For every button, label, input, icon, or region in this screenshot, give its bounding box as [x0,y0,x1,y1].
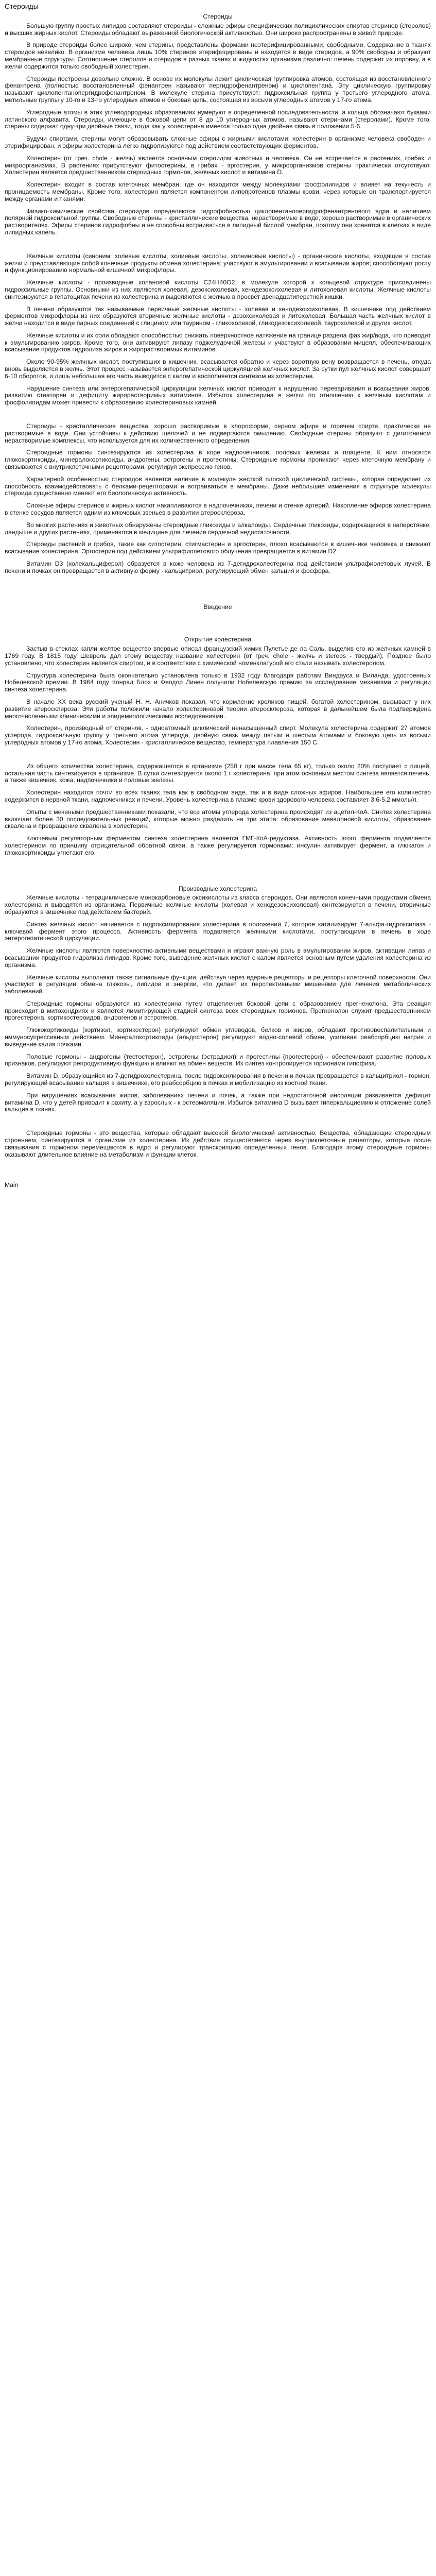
paragraph: В природе стероиды более широко, чем стерины, представлены формами неэтерифицированными, свободными. Содержание в тканях стероидов невелико. В организме человека лишь 10% стеринов этерифицированы и находятся в виде стеридов, а 90% свободны и образуют мембранные структуры. Соотношение стеролов и стеридов в разных тканях и жидкостях организма различно: печень содержит их поровну, а в желчи содержится только свободный холестерин. [5,41,431,70]
paragraph: Стероидные гормоны синтезируются из холестерина в коре надпочечников, половых железах и плаценте. К ним относятся глюкокортикоиды, минералокортикоиды, андрогены, эстрогены и прогестины. Стероидные гормоны проникают через клеточную мембрану и связываются с внутриклеточными рецепторами, регулируя экспрессию генов. [5,449,431,471]
section-heading: Стероиды [203,13,233,20]
paragraph: Холестерин входит в состав клеточных мембран, где он находится между молекулами фосфолипидов и влияет на текучесть и проницаемость мембраны. Кроме того, холестерин является компонентом липопротеинов плазмы крови, через которые он транспортируется между органами и тканями. [5,181,431,202]
paragraph: Во многих растениях и животных обнаружены стероидные гликозиды и алкалоиды. Сердечные гликозиды, содержащиеся в наперстянке, ландыше и других растениях, применяются в медицине для лечения сердечной недостаточности. [5,521,431,536]
section-bile-acids [5,242,431,406]
paragraph: Около 90-95% желчных кислот, поступивших в кишечник, всасывается обратно и через воротную вену возвращается в печень, откуда вновь выделяется в желчь. Этот процесс называется энтерогепатической циркуляцией желчных кислот. За сутки пул желчных кислот совершает 6-10 оборотов, и лишь небольшая его часть выводится с калом и восполняется синтезом из холестерина. [5,358,431,380]
paragraph: Углеродные атомы в этих углеводородных образованиях нумеруют в определенной последовательности, а кольца обозначают буквами латинского алфавита. Стероиды, имеющие в боковой цепи от 8 до 10 углеродных атомов, называют стеринами (стеролами). Кроме того, стерины содержат одну-три двойные связи, тогда как у холестерина имеется только одна двойная связь в положении 5-6. [5,108,431,130]
paragraph: Структура холестерина была окончательно установлена только в 1932 году благодаря работам Виндауса и Виланда, удостоенных Нобелевской премии. В 1964 году Конрад Блох и Феодор Линен получили Нобелевскую премию за исследование механизма и регуляции синтеза холестерина. [5,671,431,693]
paragraph: Стероиды - кристаллические вещества, хорошо растворимые в хлороформе, серном эфире и горячем спирте, практически не растворимые в воде. Они устойчивы к действию щелочей и не подвергаются омылению. Свободные стерины образуют с дигитонином нерастворимые комплексы, что используется для их количественного определения. [5,422,431,444]
paragraph: Нарушение синтеза или энтерогепатической циркуляции желчных кислот приводит к нарушению переваривания и всасывания жиров, развитию стеатореи и дефициту жирорастворимых витаминов. Избыток холестерина в желчи по отношению к желчным кислотам и фосфолипидам может привести к образованию холестериновых камней. [5,384,431,406]
section-heading: Введение [203,603,232,611]
paragraph: Витамин D, образующийся из 7-дегидрохолестерина, после гидроксилирования в печени и почках превращается в кальцитриол - гормон, регулирующий всасывание кальция в кишечнике, его реабсорбцию в почках и мобилизацию из костной ткани. [5,1072,431,1087]
paragraph: Половые гормоны - андрогены (тестостерон), эстрогены (эстрадиол) и прогестины (прогестерон) - обеспечивают развитие половых признаков, регулируют репродуктивную функцию и влияют на обмен веществ. Их синтез контролируется гормонами гипофиза. [5,1053,431,1067]
paragraph: Желчные кислоты (синоним: холевые кислоты, холиевые кислоты, холеиновые кислоты) - органические кислоты, входящие в состав желчи и представляющие собой конечные продукты обмена холестерина; участвуют в эмульгировании и всасывании жиров; способствуют росту и функционированию нормальной кишечной микрофлоры. [5,252,431,274]
paragraph: Большую группу простых липидов составляют стероиды - сложные эфиры специфических полициклических спиртов стеринов (стеролов) и высших жирных кислот. Стероиды обладают выраженной биологической активностью. Они широко распространены в живой природе. [5,22,431,37]
section-heading: Производные холестерина [178,885,257,892]
paragraph: Желчные кислоты и их соли обладают способностью снижать поверхностное натяжение на границе раздела фаз жир/вода, что приводит к эмульгированию жиров. Кроме того, они активируют липазу поджелудочной железы и участвуют в образовании мицелл, обеспечивающих всасывание продуктов гидролиза жиров и жирорастворимых витаминов. [5,331,431,353]
paragraph: Застыв в стеклах капли желтое вещество впервые описал французский химик Пулетье де ла Саль, выделив его из желчных камней в 1769 году. В 1815 году Шеврель дал этому веществу название холестерин (от греч. chole - желчь и stereos - твердый). Позднее было установлено, что холестерин является спиртом, и в соответствии с химической номенклатурой его стали называть холестеролом. [5,645,431,667]
document-title: Стероиды [5,2,39,10]
paragraph: Стероиды растений и грибов, такие как ситостерин, стигмастерин и эргостерин, плохо всасываются в кишечнике человека и снижают всасывание холестерина. Эргостерин под действием ультрафиолетового облучения превращается в витамин D2. [5,540,431,555]
paragraph: Холестерин (от греч. chole - желчь) является основным стероидом животных и человека. Он не встречается в растениях, грибах и микроорганизмах. В растениях присутствуют фитостерины, в грибах - эргостерин, у микроорганизмов стерины практически отсутствуют. Холестерин является предшественником стероидных гормонов, желчных кислот и витамина D. [5,154,431,176]
section-steroid-hormones [5,1118,431,1158]
section-discovery [5,613,431,746]
paragraph: Холестерин, производный от стеринов, - одноатомный циклический ненасыщенный спирт. Молекула холестерина содержит 27 атомов углерода, гидроксильную группу у третьего атома углерода, двойную связь между пятым и шестым атомами и боковую цепь из восьми углеродных атомов у 17-го атома. Холестерин - кристаллическое вещество, температура плавления 150 С. [5,724,431,746]
paragraph: При нарушениях всасывания жиров, заболеваниях печени и почек, а также при недостаточной инсоляции развивается дефицит витамина D, что у детей приводит к рахиту, а у взрослых - к остеомаляции. Избыток витамина D вызывает гиперкальциемию и отложение солей кальция в тканях. [5,1091,431,1113]
paragraph: Характерной особенностью стероидов является наличие в молекуле жесткой плоской циклической системы, которая определяет их способность взаимодействовать с белками-рецепторами и встраиваться в мембраны. Даже небольшие изменения в структуре молекулы стероида существенно меняют его биологическую активность. [5,475,431,497]
section-heading: Открытие холестерина [184,636,252,643]
paragraph: Витамин D3 (холекальциферол) образуется в коже человека из 7-дегидрохолестерина под действием ультрафиолетовых лучей. В печени и почках он превращается в активную форму - кальцитриол, регулирующий обмен кальция и фосфора. [5,560,431,574]
paragraph: Стероиды построены довольно сложно. В основе их молекулы лежит циклическая группировка атомов, состоящая из восстановленного фенантрена (полностью восстановленный фенантрен называют пергидрофенантреном) и циклопентана. Эту циклическую группировку называют циклопентанопергидрофенантреном. В молекуле стерина присутствуют: гидроксильная группа у третьего углеродного атома, метильные группы у 10-го и 13-го углеродных атомов и боковая цепь, состоящая из восьми углеродных атомов у 17-го атома. [5,75,431,104]
section-cholesterol-body [5,752,431,857]
paragraph: Из общего количества холестерина, содержащегося в организме (250 г при массе тела 65 кг), только около 20% поступает с пищей, остальная часть синтезируется в организме. В сутки синтезируется около 1 г холестерина, при этом основным местом синтеза является печень, а также кишечник, кожа, надпочечники и половые железы. [5,762,431,784]
paragraph: Желчные кислоты являются поверхностно-активными веществами и играют важную роль в эмульгировании жиров, активации липаз и всасывании продуктов гидролиза липидов. Кроме того, выведение желчных кислот с калом является основным путем удаления холестерина из организма. [5,947,431,969]
paragraph: Синтез желчных кислот начинается с гидроксилирования холестерина в положении 7, которое катализирует 7-альфа-гидроксилаза - ключевой фермент этого процесса. Активность фермента подавляется желчными кислотами, поступающими в печень в ходе энтерогепатической циркуляции. [5,920,431,942]
paragraph: В печени образуются так называемые первичные желчные кислоты - холевая и хенодезоксихолевая. В кишечнике под действием ферментов микрофлоры из них образуются вторичные желчные кислоты - дезоксихолевая и литохолевая. Большая часть желчных кислот в желчи находится в виде парных соединений с глицином или таурином - гликохолевой, гликодезоксихолевой, таурохолевой и других кислот. [5,305,431,327]
footer-label: Main [5,1181,19,1189]
section-derivatives [5,862,431,1114]
paragraph: Желчные кислоты - производные холановой кислоты С24Н40О2, в молекуле которой к кольцевой структуре присоединены гидроксильные группы. Основными из них являются холевая, дезоксихолевая, хенодезоксихолевая и литохолевая кислоты. Желчные кислоты синтезируются в гепатоцитах печени из холестерина и выделяются с желчью в просвет двенадцатиперстной кишки. [5,279,431,300]
paragraph: Желчные кислоты выполняют также сигнальные функции, действуя через ядерные рецепторы и рецепторы клеточной поверхности. Они участвуют в регуляции обмена глюкозы, липидов и энергии, что делает их перспективными мишенями для лечения метаболических заболеваний. [5,973,431,995]
paragraph: Сложные эфиры стеринов и жирных кислот накапливаются в надпочечниках, печени и стенке артерий. Накопление эфиров холестерина в стенке сосудов является одним из ключевых звеньев в развитии атеросклероза. [5,502,431,517]
paragraph: Ключевым регуляторным ферментом синтеза холестерина является ГМГ-КоА-редуктаза. Активность этого фермента подавляется холестерином по принципу отрицательной обратной связи, а также регулируется гормонами: инсулин активирует фермент, а глюкагон и глюкокортикоиды угнетают его. [5,835,431,856]
paragraph: Желчные кислоты - тетрациклические монокарбоновые оксикислоты из класса стероидов. Они являются конечными продуктами обмена холестерина и выводятся из организма. Первичные желчные кислоты (холевая и хенодезоксихолевая) синтезируются в печени, вторичные образуются в кишечнике под действием бактерий. [5,894,431,916]
document-body [5,13,431,1158]
paragraph: Будучи спиртами, стерины могут образовывать сложные эфиры с жирными кислотами; холестерин в организме человека свободен и этерифицирован, и эфиры холестерина легко гидролизуются под действием соответствующих ферментов. [5,135,431,149]
paragraph: Холестерин находится почти во всех тканях тела как в свободном виде, так и в виде сложных эфиров. Наибольшее его количество содержится в нервной ткани, надпочечниках и печени. Уровень холестерина в плазме крови здорового человека составляет 3,6-5,2 ммоль/л. [5,789,431,803]
paragraph: Стероидные гормоны - это вещества, которые обладают высокой биологической активностью. Вещества, обладающие стероидным строением, синтезируются в организме из холестерина. Их действие осуществляется через внутриклеточные рецепторы, которые после связывания с гормоном перемещаются в ядро и регулируют транскрипцию определенных генов. Благодаря этому стероидные гормоны оказывают длительное влияние на метаболизм и функции клеток. [5,1129,431,1158]
paragraph: Физико-химические свойства стероидов определяются гидрофобностью циклопентанопергидрофенантренового ядра и наличием полярной гидроксильной группы. Свободные стерины - кристаллические вещества, нерастворимые в воде, хорошо растворимые в органических растворителях. Эфиры стеринов гидрофобны и не способны встраиваться в липидный бислой мембран, поэтому они хранятся в клетках в виде липидных капель. [5,207,431,236]
paragraph: Опыты с мечеными предшественниками показали, что все атомы углерода холестерина происходят из ацетил-КоА. Синтез холестерина включает более 30 последовательных реакций, которые можно разделить на три этапа: образование мевалоновой кислоты, образование сквалена и превращение сквалена в холестерин. [5,808,431,830]
paragraph: В начале XX века русский ученый Н. Н. Аничков показал, что кормление кроликов пищей, богатой холестерином, вызывает у них развитие атеросклероза. Эти работы положили начало холестериновой теории атеросклероза, которая в дальнейшем была подтверждена многочисленными клиническими и эпидемиологическими исследованиями. [5,698,431,720]
section-introduction [5,580,431,611]
section-steroids [5,13,431,236]
paragraph: Глюкокортикоиды (кортизол, кортикостерон) регулируют обмен углеводов, белков и жиров, обладают противовоспалительным и иммуносупрессивным действием. Минералокортикоиды (альдостерон) регулируют водно-солевой обмен, усиливая реабсорбцию натрия и выведение калия почками. [5,1026,431,1048]
section-steroid-hormones-overview [5,412,431,575]
paragraph: Стероидные гормоны образуются из холестерина путем отщепления боковой цепи с образованием прегненолона. Эта реакция происходит в митохондриях и является лимитирующей стадией синтеза всех стероидных гормонов. Прегненолон служит предшественником прогестерона, кортикостероидов, андрогенов и эстрогенов. [5,999,431,1022]
